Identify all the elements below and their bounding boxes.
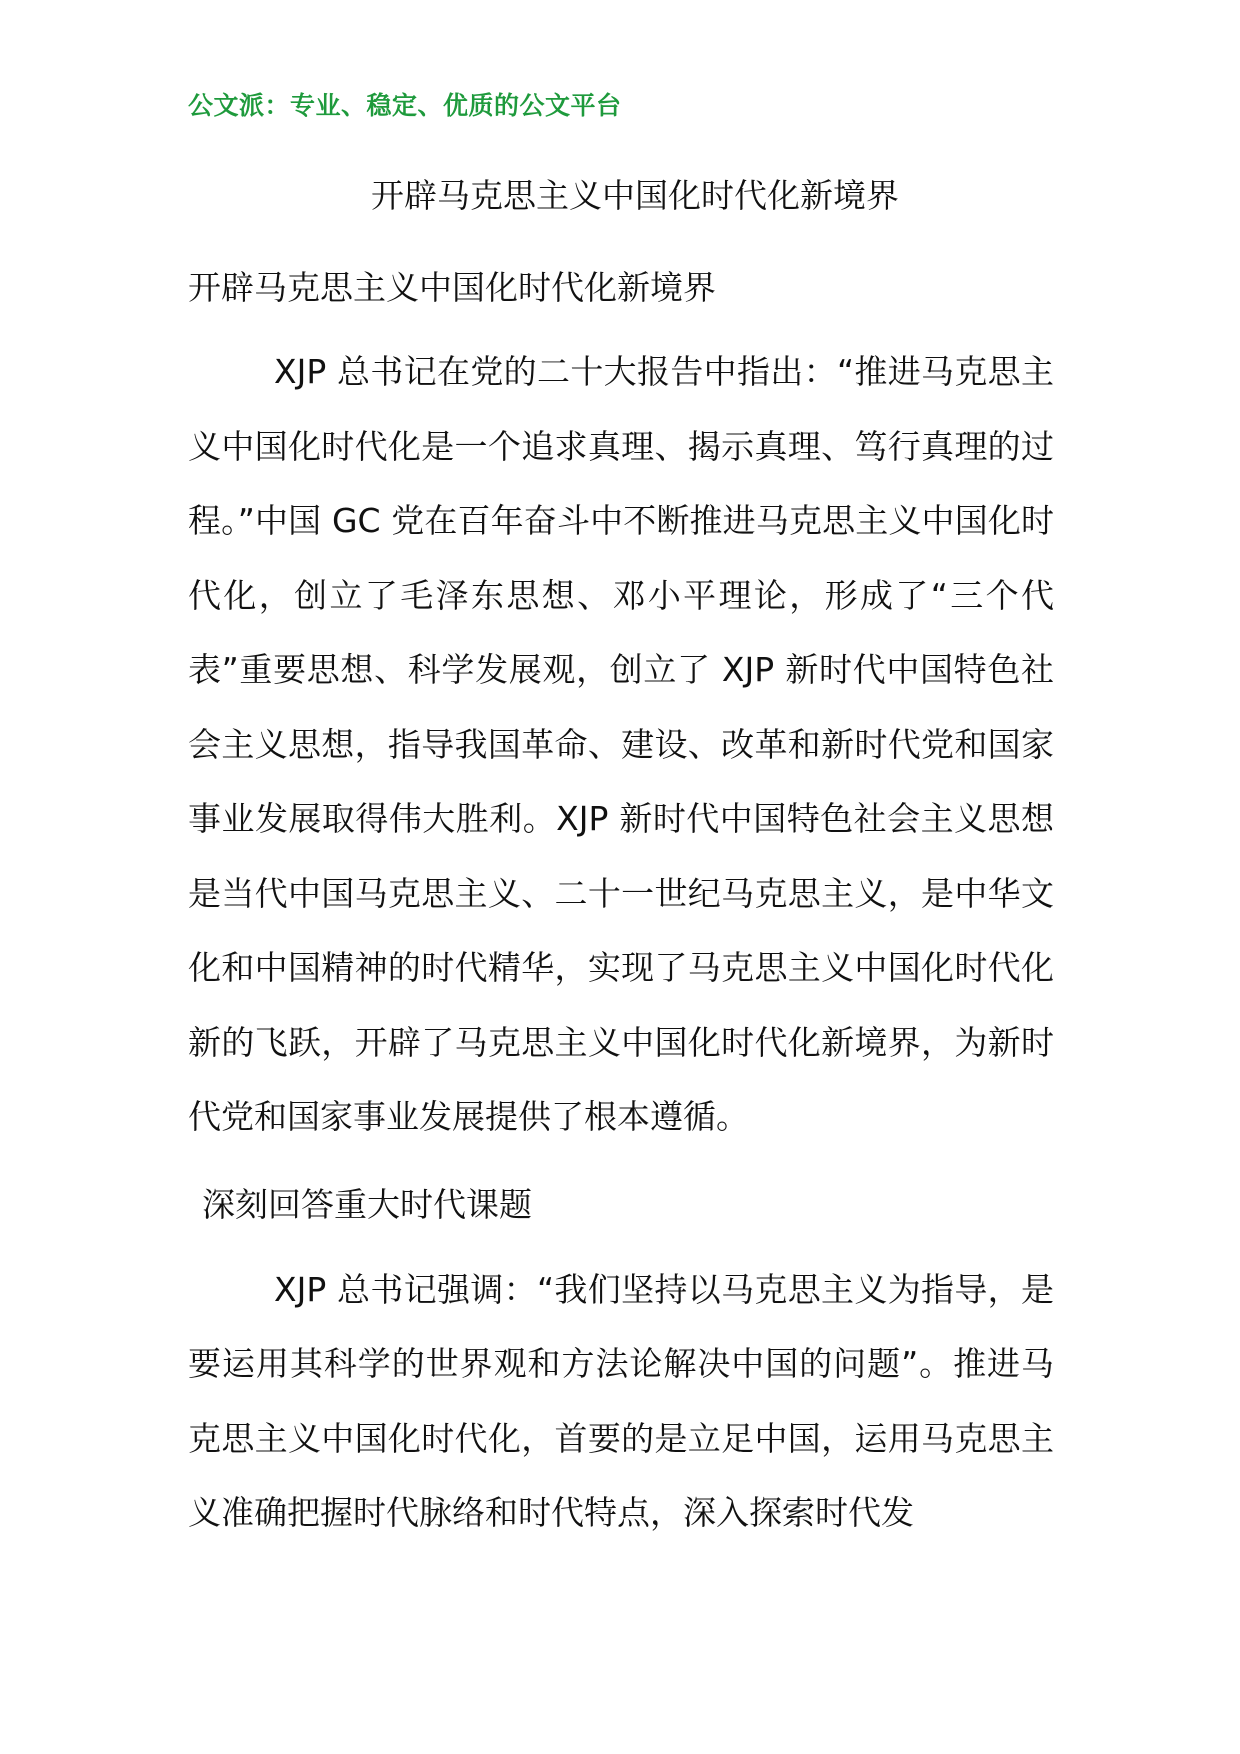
document-title: 开辟马克思主义中国化时代化新境界	[371, 176, 899, 215]
body-paragraph-1: XJP 总书记在党的二十大报告中指出：“推进马克思主义中国化时代化是一个追求真理、揭示真理、笃行真理的过程。”中国 GC 党在百年奋斗中不断推进马克思主义中国化时代化，创立了毛泽东思想、邓小平理论，形成了“三个代表”重要思想、科学发展观，创立了 XJP 新时代中国特色社会主义思想，指导我国革命、建设、改革和新时代党和国家事业发展取得伟大胜利。XJP 新时代中国特色社会主义思想是当代中国马克思主义、二十一世纪马克思主义，是中华文化和中国精神的时代精华，实现了马克思主义中国化时代化新的飞跃，开辟了马克思主义中国化时代化新境界，为新时代党和国家事业发展提供了根本遵循。	[188, 352, 1054, 1136]
document-body	[188, 262, 1054, 1551]
section-heading: 深刻回答重大时代课题	[202, 1184, 532, 1224]
document-subtitle: 开辟马克思主义中国化时代化新境界	[188, 268, 716, 307]
brand-header: 公文派：专业、稳定、优质的公文平台	[188, 91, 622, 120]
body-paragraph-2: XJP 总书记强调：“我们坚持以马克思主义为指导，是要运用其科学的世界观和方法论解决中国的问题”。推进马克思主义中国化时代化，首要的是立足中国，运用马克思主义准确把握时代脉络和时代特点，深入探索时代发	[188, 1269, 1054, 1532]
